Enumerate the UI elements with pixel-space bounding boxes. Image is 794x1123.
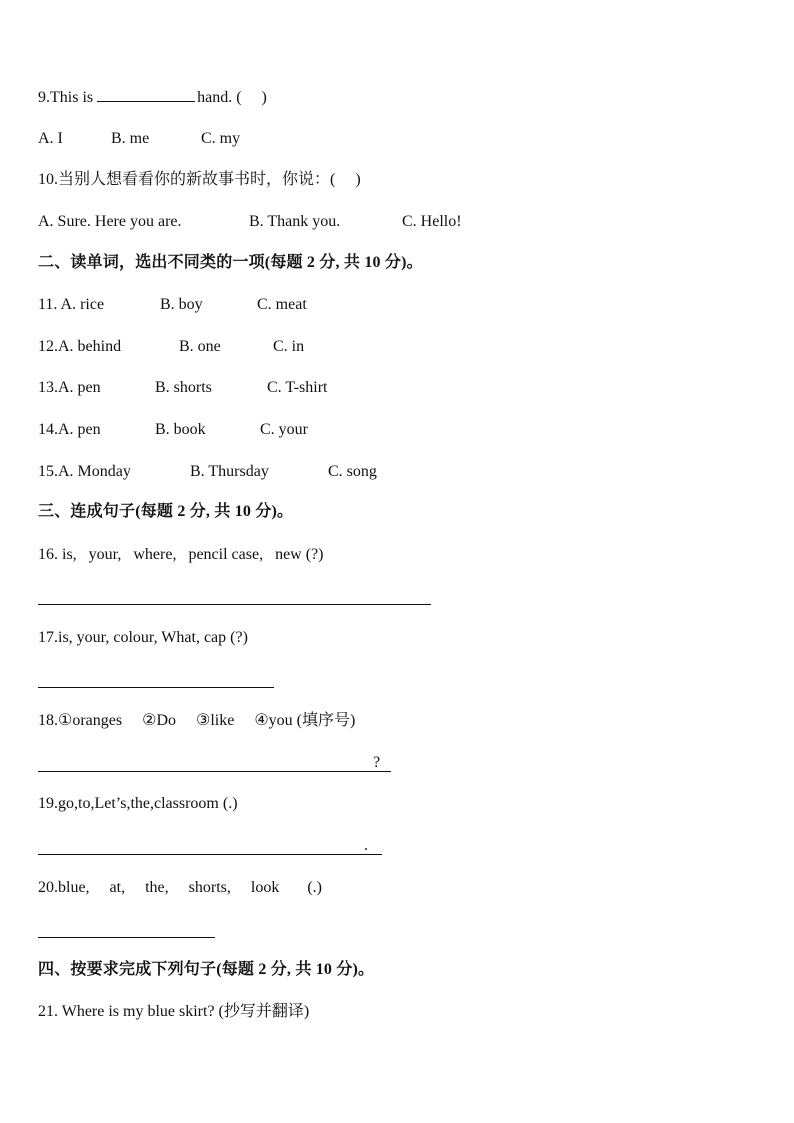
question-10-option-b[interactable]: B. Thank you. [249,213,341,230]
question-14-option-b[interactable]: B. book [155,421,206,438]
question-21: 21. Where is my blue skirt? (抄写并翻译) [38,1003,310,1020]
question-17: 17.is, your, colour, What, cap (?) [38,629,248,646]
question-14-option-c[interactable]: C. your [260,421,308,438]
question-19: 19.go,to,Let’s,the,classroom (.) [38,795,238,812]
question-19-end-mark: . [364,837,368,854]
question-16-answer-line[interactable] [38,604,431,605]
question-19-answer-line[interactable] [38,854,382,855]
question-10-option-c[interactable]: C. Hello! [402,213,462,230]
question-14-option-a[interactable]: 14.A. pen [38,421,101,438]
question-11-option-a[interactable]: 11. A. rice [38,296,105,313]
question-17-answer-line[interactable] [38,687,274,688]
section-3-heading: 三、连成句子(每题 2 分, 共 10 分)。 [38,503,294,520]
question-13-option-b[interactable]: B. shorts [155,379,212,396]
question-15-option-c[interactable]: C. song [328,463,377,480]
question-9-option-a[interactable]: A. I [38,130,63,147]
question-12-option-a[interactable]: 12.A. behind [38,338,122,355]
question-9-blank[interactable] [97,87,195,102]
section-2-heading: 二、读单词，选出不同类的一项(每题 2 分, 共 10 分)。 [38,254,423,271]
question-16: 16. is, your, where, pencil case, new (?) [38,546,324,563]
question-20-answer-line[interactable] [38,937,215,938]
question-9-suffix: hand. ( ) [197,89,267,106]
question-15-option-a[interactable]: 15.A. Monday [38,463,131,480]
question-18: 18.①oranges ②Do ③like ④you (填序号) [38,712,356,729]
question-18-end-mark: ? [373,754,381,771]
question-9 [38,87,267,108]
question-9-option-b[interactable]: B. me [111,130,150,147]
question-11-option-c[interactable]: C. meat [257,296,307,313]
question-15-option-b[interactable]: B. Thursday [190,463,269,480]
question-18-answer-line[interactable] [38,771,391,772]
question-13-option-c[interactable]: C. T-shirt [267,379,328,396]
question-10: 10.当别人想看看你的新故事书时，你说：( ) [38,171,361,188]
question-9-option-c[interactable]: C. my [201,130,241,147]
question-12-option-b[interactable]: B. one [179,338,221,355]
question-13-option-a[interactable]: 13.A. pen [38,379,101,396]
question-11-option-b[interactable]: B. boy [160,296,203,313]
question-20: 20.blue, at, the, shorts, look (.) [38,879,322,896]
section-4-heading: 四、按要求完成下列句子(每题 2 分, 共 10 分)。 [38,961,375,978]
question-10-option-a[interactable]: A. Sure. Here you are. [38,213,182,230]
question-12-option-c[interactable]: C. in [273,338,305,355]
question-9-prefix: 9.This is [38,89,94,106]
